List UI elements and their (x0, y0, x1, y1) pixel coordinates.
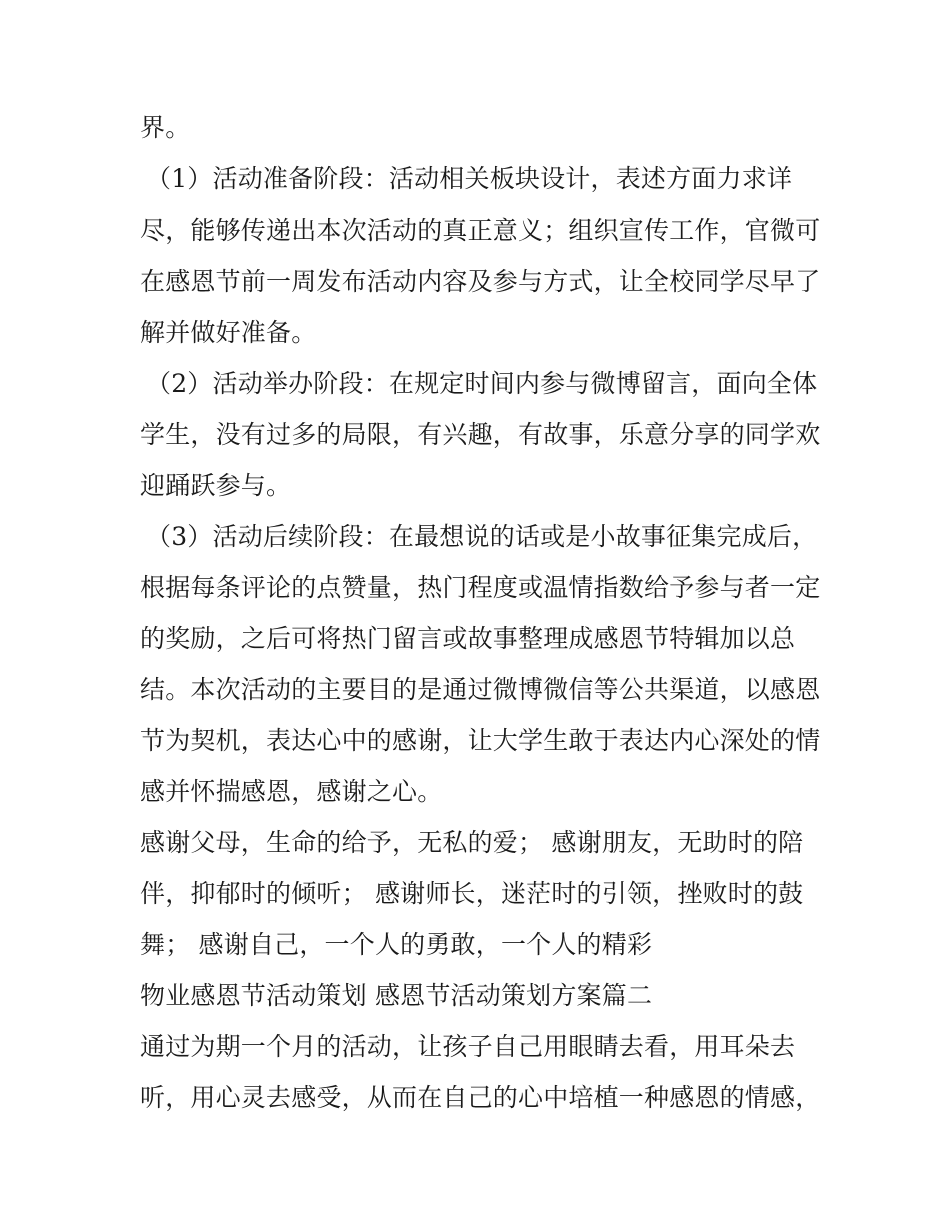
text-line: 结。本次活动的主要目的是通过微博微信等公共渠道，以感恩 (140, 675, 821, 704)
section-heading: 物业感恩节活动策划 感恩节活动策划方案篇二 (140, 981, 653, 1010)
text-line: 根据每条评论的点赞量，热门程度或温情指数给予参与者一定 (140, 573, 821, 602)
text-line: 通过为期一个月的活动，让孩子自己用眼睛去看，用耳朵去 (140, 1032, 796, 1061)
text-line: 听，用心灵去感受，从而在自己的心中培植一种感恩的情感， (140, 1083, 821, 1112)
text-line: 学生，没有过多的局限，有兴趣，有故事，乐意分享的同学欢 (140, 420, 821, 449)
text-line: （1）活动准备阶段：活动相关板块设计，表述方面力求详 (146, 164, 793, 193)
text-line: 界。 (140, 113, 191, 142)
text-line: 舞； 感谢自己，一个人的勇敢，一个人的精彩 (140, 930, 653, 959)
text-line: 在感恩节前一周发布活动内容及参与方式，让全校同学尽早了 (140, 267, 821, 296)
text-line: 节为契机，表达心中的感谢，让大学生敢于表达内心深处的情 (140, 726, 821, 755)
text-line: 解并做好准备。 (140, 318, 317, 347)
text-line: 的奖励，之后可将热门留言或故事整理成感恩节特辑加以总 (140, 624, 796, 653)
text-line: （2）活动举办阶段：在规定时间内参与微博留言，面向全体 (146, 369, 818, 398)
text-line: 尽，能够传递出本次活动的真正意义；组织宣传工作，官微可 (140, 216, 821, 245)
text-line: 迎踊跃参与。 (140, 471, 292, 500)
text-line: 感谢父母，生命的给予，无私的爱； 感谢朋友，无助时的陪 (140, 828, 804, 857)
text-line: （3）活动后续阶段：在最想说的话或是小故事征集完成后， (146, 522, 818, 551)
text-line: 感并怀揣感恩，感谢之心。 (140, 777, 443, 806)
text-line: 伴，抑郁时的倾听； 感谢师长，迷茫时的引领，挫败时的鼓 (140, 879, 804, 908)
